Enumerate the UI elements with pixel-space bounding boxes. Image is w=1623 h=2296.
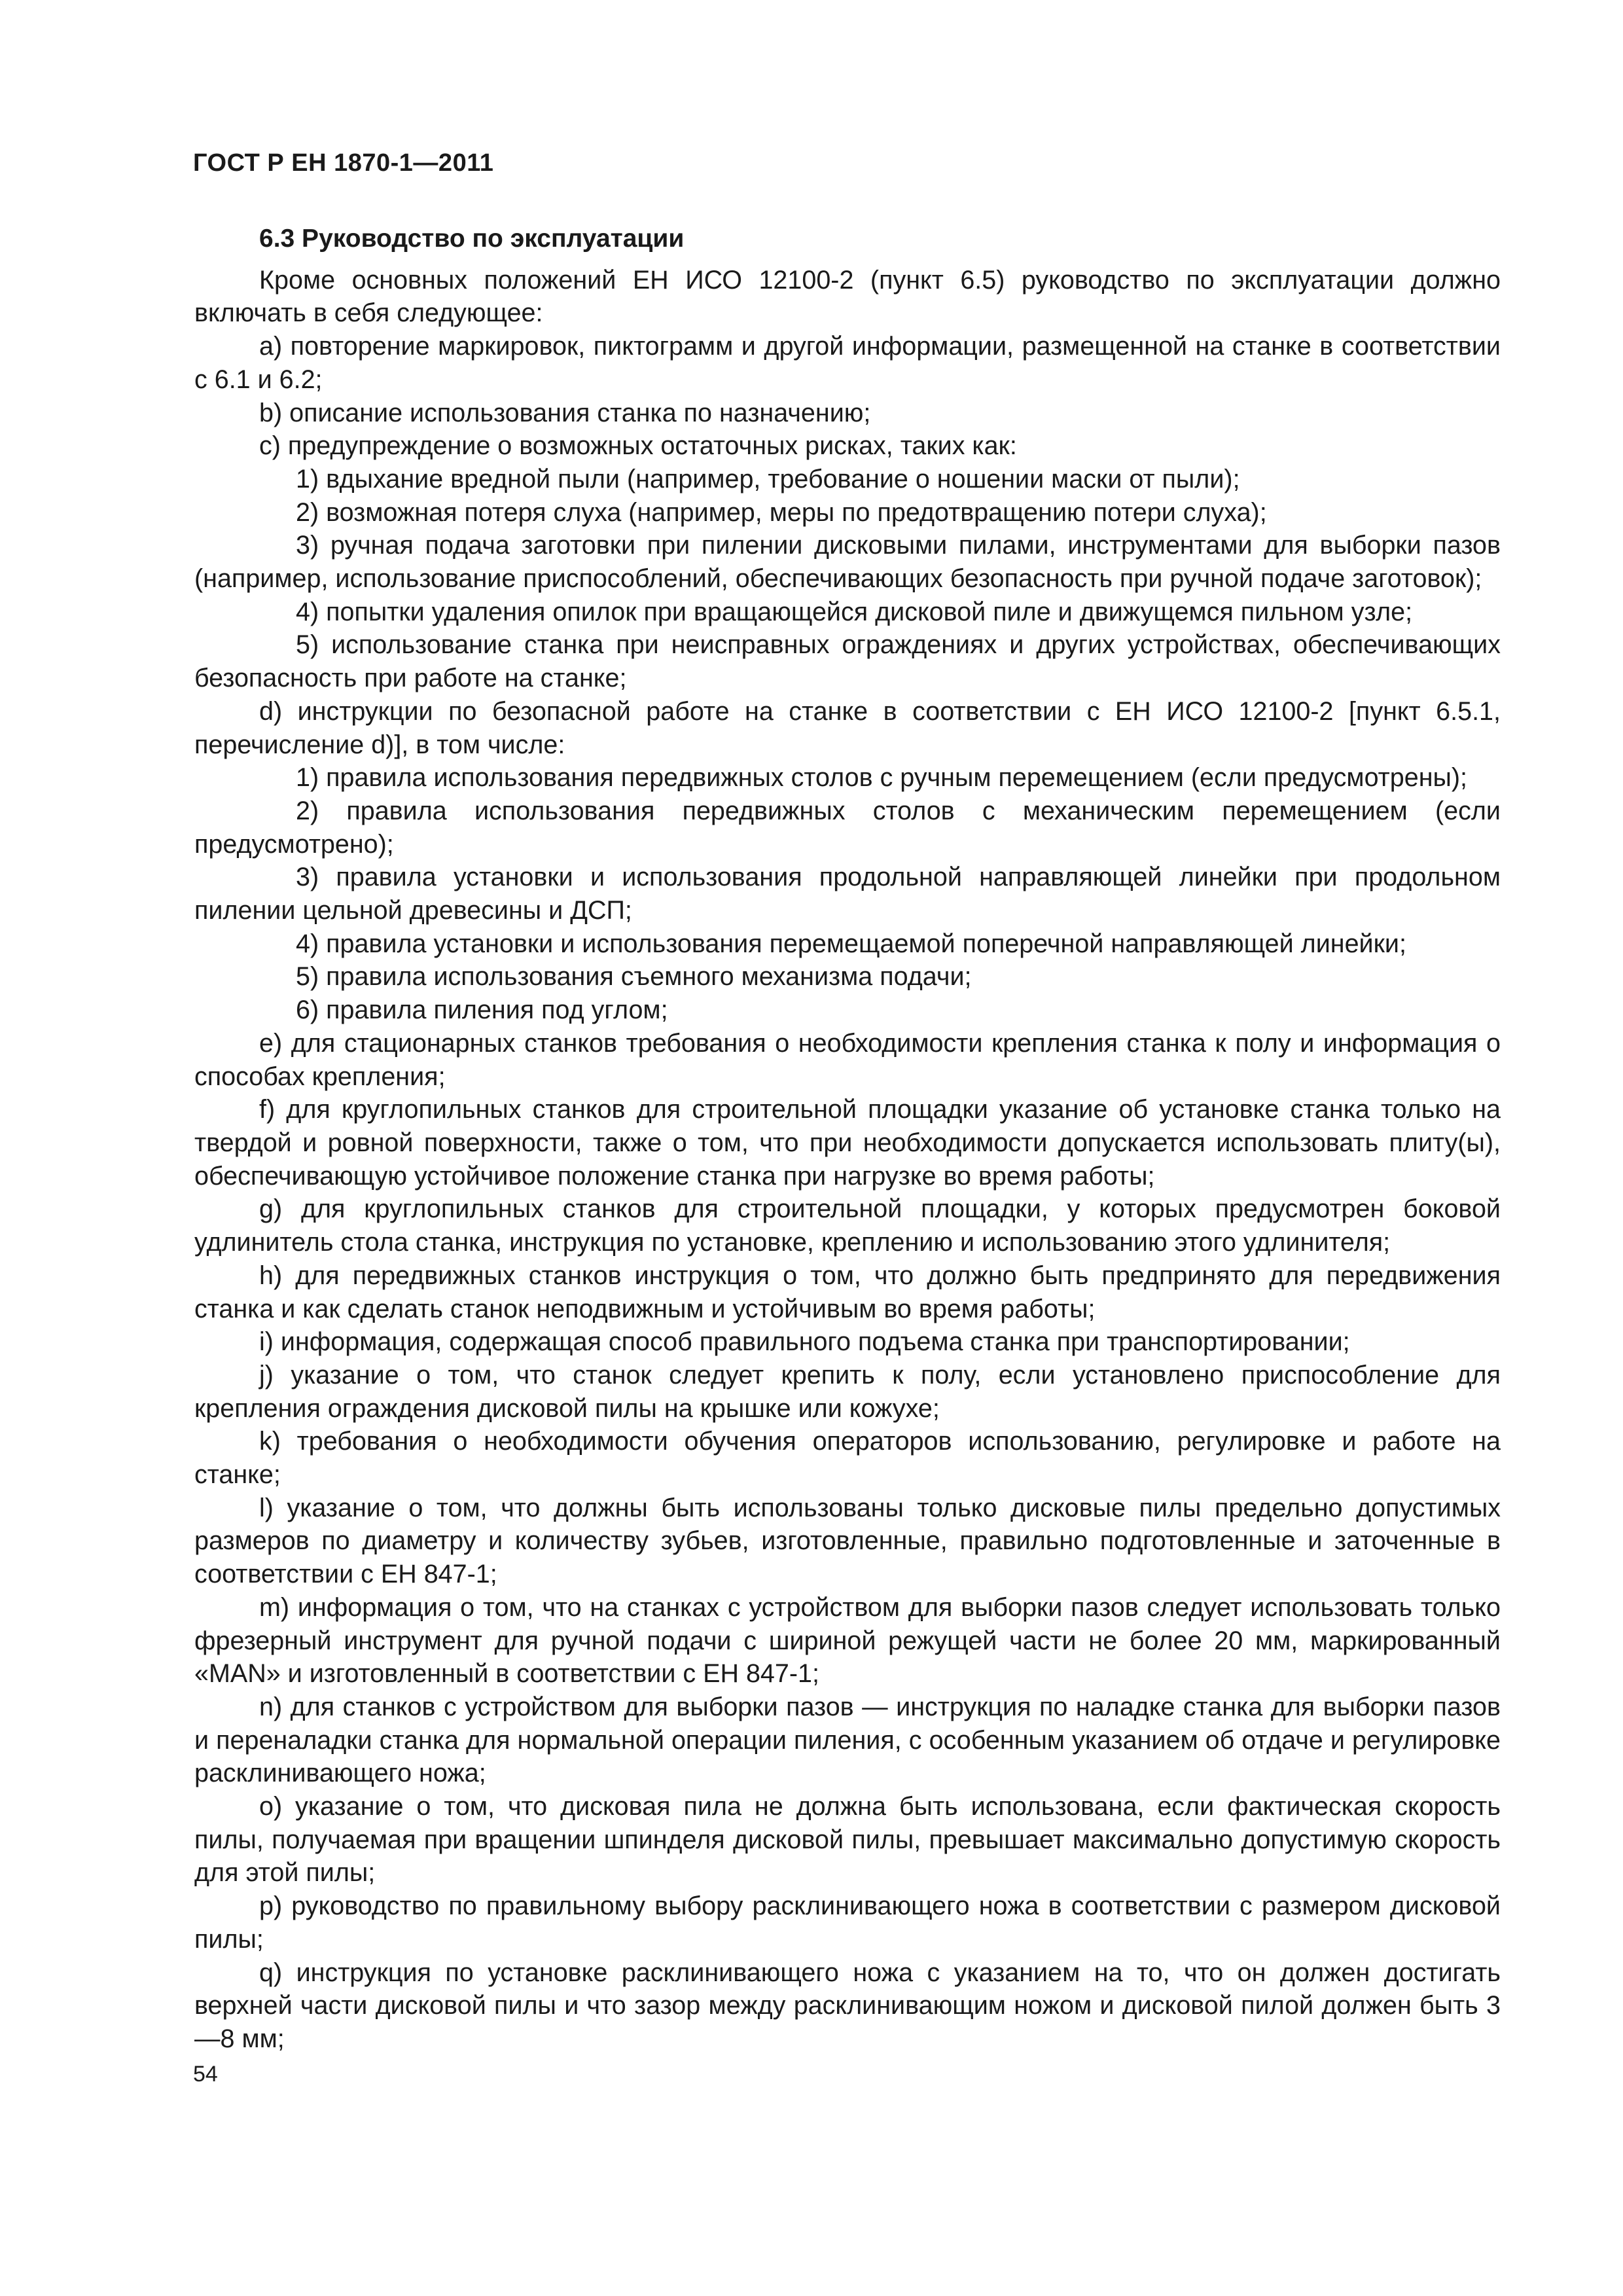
- list-item: h) для передвижных станков инструкция о том, что должно быть предпринято для передвижения станка и как сделать станок неподвижным и устойчивым во время работы;: [194, 1261, 1501, 1323]
- list-subitem: 1) вдыхание вредной пыли (например, требование о ношении маски от пыли);: [296, 464, 1240, 493]
- list-subitem: 3) ручная подача заготовки при пилении дисковыми пилами, инструментами для выборки пазов (например, использование приспособлений, обеспечивающих безопасность при ручной подаче заготовок);: [194, 531, 1501, 594]
- list-item: i) информация, содержащая способ правильного подъема станка при транспортировании;: [259, 1327, 1350, 1357]
- list-subitem: 4) правила установки и использования перемещаемой поперечной направляющей линейки;: [296, 929, 1406, 958]
- paragraph-list: [194, 264, 1501, 2056]
- list-item: l) указание о том, что должны быть использованы только дисковые пилы предельно допустимых размеров по диаметру и количеству зубьев, изготовленные, правильно подготовленные и заточенные в соответствии с ЕН 847-1;: [194, 1493, 1501, 1589]
- list-item: p) руководство по правильному выбору расклинивающего ножа в соответствии с размером дисковой пилы;: [194, 1892, 1501, 1954]
- list-item: b) описание использования станка по назначению;: [259, 398, 871, 427]
- page-number: 54: [193, 2062, 218, 2087]
- list-subitem: 3) правила установки и использования продольной направляющей линейки при продольном пилении цельной древесины и ДСП;: [194, 863, 1501, 925]
- document-body: [194, 223, 1501, 2056]
- list-subitem: 6) правила пиления под углом;: [296, 996, 668, 1025]
- list-item: q) инструкция по установке расклинивающего ножа с указанием на то, что он должен достигать верхней части дисковой пилы и что зазор между расклинивающим ножом и дисковой пилой должен быть 3—8 мм;: [194, 1958, 1501, 2053]
- list-subitem: 5) правила использования съемного механизма подачи;: [296, 962, 972, 992]
- list-subitem: 2) возможная потеря слуха (например, меры по предотвращению потери слуха);: [296, 497, 1267, 527]
- list-item: c) предупреждение о возможных остаточных рисках, таких как:: [259, 431, 1017, 461]
- list-subitem: 5) использование станка при неисправных ограждениях и других устройствах, обеспечивающих безопасность при работе на станке;: [194, 630, 1501, 693]
- list-subitem: 1) правила использования передвижных столов с ручным перемещением (если предусмотрены);: [296, 763, 1468, 793]
- list-item: a) повторение маркировок, пиктограмм и другой информации, размещенной на станке в соответствии с 6.1 и 6.2;: [194, 332, 1501, 394]
- standard-header: ГОСТ Р ЕН 1870-1—2011: [193, 149, 494, 177]
- list-item: o) указание о том, что дисковая пила не должна быть использована, если фактическая скорость пилы, получаемая при вращении шпинделя дисковой пилы, превышает максимально допустимую скорость для этой пилы;: [194, 1792, 1501, 1888]
- list-item: k) требования о необходимости обучения операторов использованию, регулировке и работе на станке;: [194, 1427, 1501, 1490]
- list-subitem: 4) попытки удаления опилок при вращающейся дисковой пиле и движущемся пильном узле;: [296, 597, 1413, 626]
- section-title: 6.3 Руководство по эксплуатации: [259, 224, 685, 253]
- list-item: n) для станков с устройством для выборки пазов — инструкция по наладке станка для выборки пазов и переналадки станка для нормальной операции пиления, с особенным указанием об отдаче и регулировке расклинивающего ножа;: [194, 1692, 1501, 1788]
- list-item: f) для круглопильных станков для строительной площадки указание об установке станка только на твердой и ровной поверхности, также о том, что при необходимости допускается использовать плиту(ы), обеспечивающую устойчивое положение станка при нагрузке во время работы;: [194, 1095, 1501, 1191]
- list-item: m) информация о том, что на станках с устройством для выборки пазов следует использовать только фрезерный инструмент для ручной подачи с шириной режущей части не более 20 мм, маркированный «MAN» и изготовленный в соответствии с ЕН 847-1;: [194, 1592, 1501, 1689]
- list-item: j) указание о том, что станок следует крепить к полу, если установлено приспособление для крепления ограждения дисковой пилы на крышке или кожухе;: [194, 1360, 1501, 1423]
- list-item: g) для круглопильных станков для строительной площадки, у которых предусмотрен боковой удлинитель стола станка, инструкция по установке, креплению и использованию этого удлинителя;: [194, 1194, 1501, 1257]
- list-item: e) для стационарных станков требования о необходимости крепления станка к полу и информация о способах крепления;: [194, 1028, 1501, 1091]
- list-item: Кроме основных положений ЕН ИСО 12100-2 (пункт 6.5) руководство по эксплуатации должно включать в себя следующее:: [194, 265, 1501, 328]
- list-item: d) инструкции по безопасной работе на станке в соответствии с ЕН ИСО 12100-2 [пункт 6.5.1, перечисление d)], в том числе:: [194, 696, 1501, 759]
- list-subitem: 2) правила использования передвижных столов с механическим перемещением (если предусмотрено);: [194, 796, 1501, 859]
